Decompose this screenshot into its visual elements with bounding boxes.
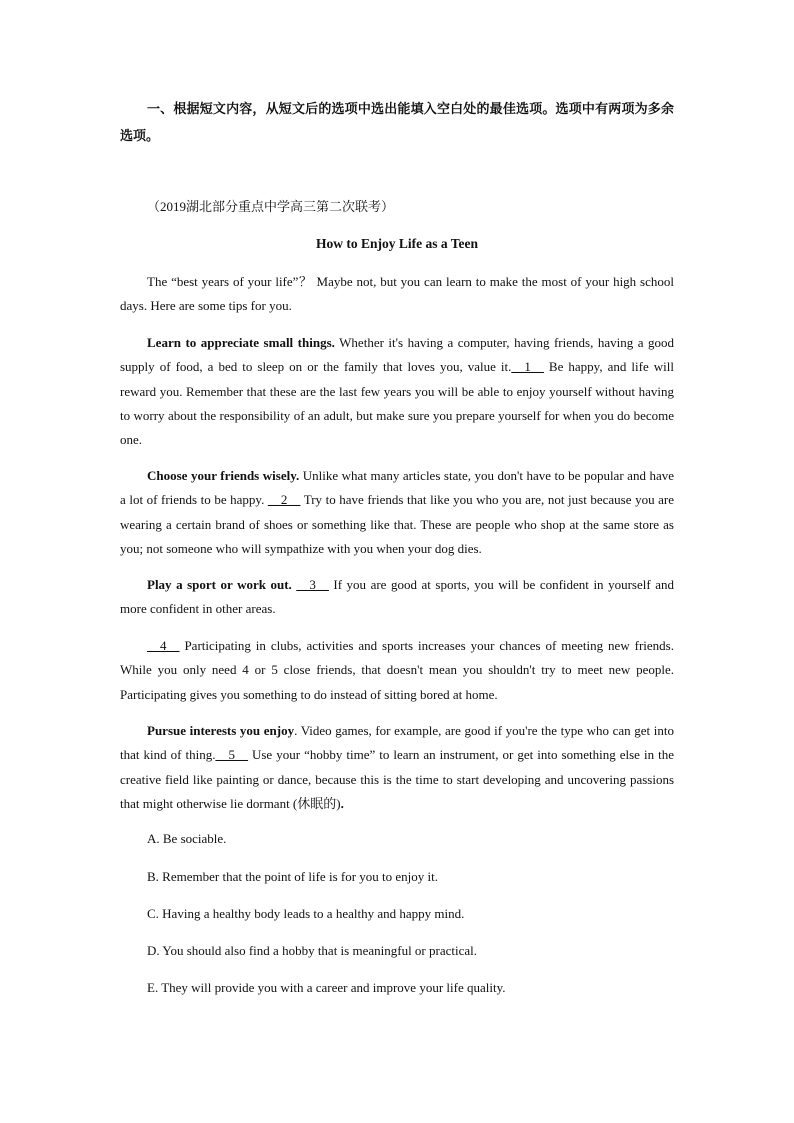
paragraph-text: The “best years of your life”？ Maybe not, but you can learn to make the most of your high school days. Here are some tips for you.: [120, 274, 674, 314]
paragraph-lead: Learn to appreciate small things.: [147, 335, 335, 350]
option-b: B. Remember that the point of life is for you to enjoy it.: [147, 869, 439, 884]
blank-4: __4__: [147, 638, 180, 653]
blank-3: __3__: [296, 577, 329, 592]
paragraph-lead: Pursue interests you enjoy: [147, 723, 295, 738]
blank-2: __2__: [267, 492, 301, 508]
paragraph-1: [120, 331, 674, 452]
option-c: C. Having a healthy body leads to a healthy and happy mind.: [147, 906, 465, 921]
paragraph-text: Unlike what many articles state, you don't have to be popular and have a lot of friends to be happy.: [120, 468, 675, 508]
paragraph-lead: Play a sport or work out.: [147, 577, 292, 592]
paragraph-lead: Choose your friends wisely.: [147, 468, 300, 483]
paragraph-text: If you are good at sports, you will be confident in yourself and more confident in other areas.: [120, 577, 674, 617]
option-e: E. They will provide you with a career and improve your life quality.: [147, 980, 506, 995]
paragraph-4: [120, 634, 674, 707]
passage-title: How to Enjoy Life as a Teen: [315, 236, 478, 251]
paragraph-text: Be happy, and life will reward you. Remember that these are the last few years you will be able to enjoy yourself without having to worry about the responsibility of an adult, but make sure you prepare yourself for when you do become one.: [120, 359, 674, 448]
source-note: （2019湖北部分重点中学高三第二次联考）: [147, 199, 395, 214]
blank-1: __1__: [511, 359, 544, 375]
paragraph-text: . Video games, for example, are good if you're the type who can get into that kind of thing.: [120, 723, 674, 763]
paragraph-2: [120, 464, 674, 561]
paragraph-5: [120, 719, 674, 816]
paragraph-3: [120, 573, 674, 622]
instruction-text: 一、根据短文内容，从短文后的选项中选出能填入空白处的最佳选项。选项中有两项为多余选项。: [120, 102, 674, 144]
option-a: A. Be sociable.: [147, 831, 227, 846]
blank-5: __5__: [215, 747, 248, 763]
paragraph-text: Use your “hobby time” to learn an instrument, or get into something else in the creative field like painting or dance, because this is the time to start developing and uncovering passions that might otherwise lie dormant (休眠的): [120, 747, 674, 811]
paragraph-intro: [120, 270, 674, 319]
paragraph-text: Participating in clubs, activities and sports increases your chances of meeting new friends. While you only need 4 or 5 close friends, that doesn't mean you shouldn't try to meet new people. Participating gives you something to do instead of sitting bored at home.: [120, 638, 674, 702]
paragraph-text: Try to have friends that like you who you are, not just because you are wearing a certain brand of shoes or something like that. These are people who shop at the same store as you; not someone who will sympathize with you when your dog dies.: [120, 492, 674, 556]
option-d: D. You should also find a hobby that is meaningful or practical.: [147, 943, 478, 958]
paragraph-text: Whether it's having a computer, having friends, having a good supply of food, a bed to sleep on or the family that loves you, value it.: [120, 335, 675, 375]
paragraph-end: .: [340, 795, 344, 811]
